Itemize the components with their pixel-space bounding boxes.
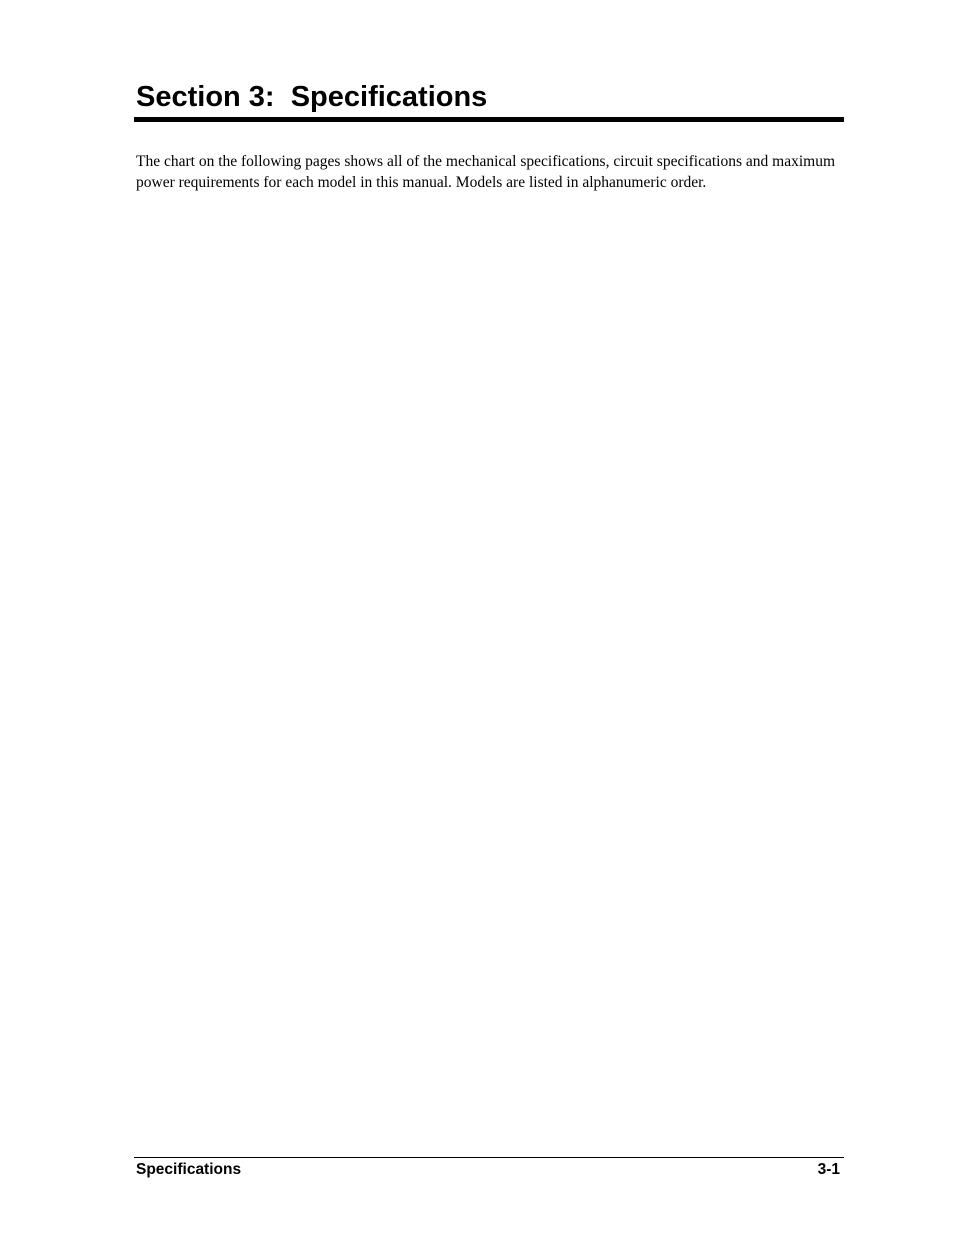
section-title: Section 3: Specifications xyxy=(136,81,488,113)
footer-rule xyxy=(134,1157,844,1158)
title-underline-rule xyxy=(134,117,844,122)
footer-page-number: 3-1 xyxy=(817,1161,840,1178)
intro-paragraph: The chart on the following pages shows all of the mechanical specifications, circuit specifications and maximum power requirements for each model in this manual. Models are listed in alphanumeric order. xyxy=(136,153,836,191)
footer-section-name: Specifications xyxy=(136,1161,242,1178)
